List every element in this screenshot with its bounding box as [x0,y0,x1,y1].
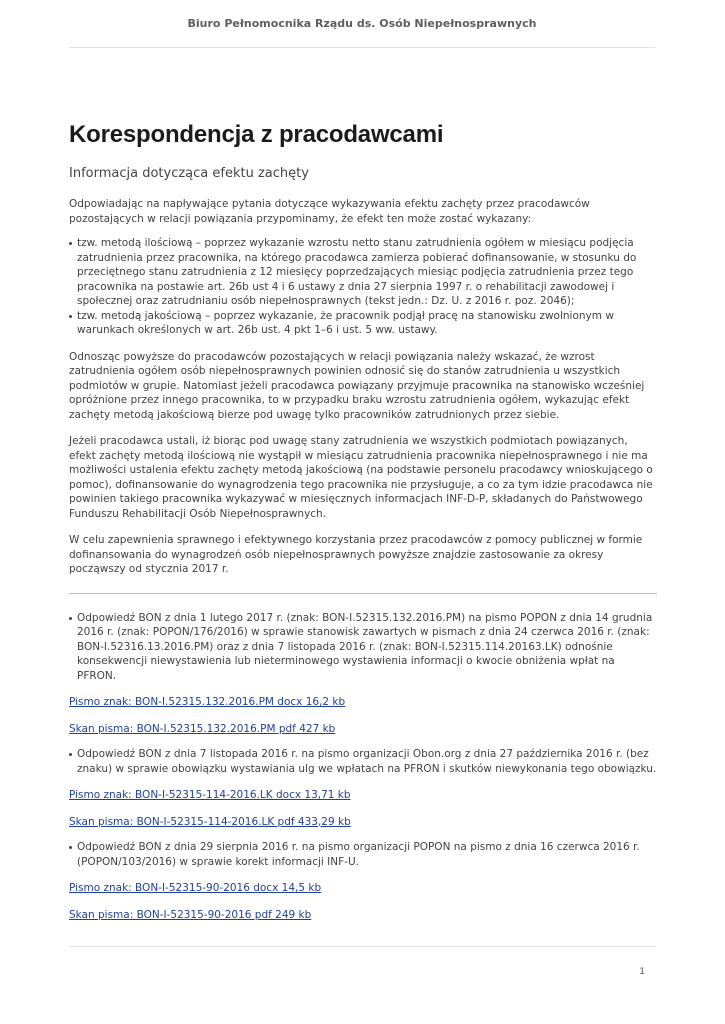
main-content [69,118,657,922]
document-link[interactable]: Skan pisma: BON-I-52315-114-2016.LK pdf 433,29 kb [69,815,351,828]
page-number: 1 [639,967,645,977]
document-list-item-3 [69,840,657,869]
body-paragraph: W celu zapewnienia sprawnego i efektywnego korzystania przez pracodawców z pomocy publicznej w formie dofinansowania do wynagrodzeń osób niepełnosprawnych powyższe znajdzie zastosowanie za okresy począwszy od stycznia 2017 r. [69,534,643,575]
document-list-item-1 [69,611,657,684]
page-subtitle: Informacja dotycząca efektu zachęty [69,166,309,181]
page-title: Korespondencja z pracodawcami [69,121,444,148]
page-header [69,0,655,48]
document-link[interactable]: Pismo znak: BON-I-52315-114-2016.LK docx 13,71 kb [69,789,351,801]
header-title: Biuro Pełnomocnika Rządu ds. Osób Niepełnosprawnych [187,17,537,30]
document-link[interactable]: Skan pisma: BON-I-52315-90-2016 pdf 249 kb [69,908,312,921]
document-description: Odpowiedź BON z dnia 29 sierpnia 2016 r. na pismo organizacji POPON na pismo z dnia 16 czerwca 2016 r. (POPON/103/2016) w sprawie korekt informacji INF-U. [69,840,657,869]
list-item: tzw. metodą ilościową – poprzez wykazanie wzrostu netto stanu zatrudnienia ogółem w miesiącu podjęcia zatrudnienia przez pracownika, na którego pracodawca zamierza pobierać dofinansowanie, w stosunku do przeciętnego stanu zatrudnienia z 12 miesięcy poprzedzających miesiąc podjęcia zatrudnienia przez tego pracownika na postawie art. 26b ust 4 i 6 ustawy z dnia 27 sierpnia 1997 r. o rehabilitacji zawodowej i społecznej oraz zatrudnianiu osób niepełnosprawnych (tekst jedn.: Dz. U. z 2016 r. poz. 2046); [69,236,657,309]
methods-list [69,236,657,338]
body-paragraph: Jeżeli pracodawca ustali, iż biorąc pod uwagę stany zatrudnienia we wszystkich podmiotach powiązanych, efekt zachęty metodą ilościową nie wystąpił w miesiącu zatrudnienia pracownika niepełnosprawnego i nie ma możliwości ustalenia efektu zachęty metodą jakościową (na podstawie personelu pracodawcy wnioskującego o pomoc), dofinansowanie do wynagrodzenia tego pracownika nie przysługuje, a co za tym idzie pracodawca nie powinien takiego pracownika wykazywać w miesięcznych informacjach INF-D-P, składanych do Państwowego Funduszu Rehabilitacji Osób Niepełnosprawnych. [69,435,653,520]
document-link[interactable]: Pismo znak: BON-I.52315.132.2016.PM docx 16,2 kb [69,696,346,708]
document-link[interactable]: Skan pisma: BON-I.52315.132.2016.PM pdf 427 kb [69,722,336,735]
body-paragraph: Odnosząc powyższe do pracodawców pozostających w relacji powiązania należy wskazać, że wzrost zatrudnienia ogółem osób niepełnosprawnych powinien odnosić się do stanów zatrudnienia u wszystkich podmiotów w grupie. Natomiast jeżeli pracodawca powiązany przyjmuje pracownika na stanowisko wcześniej opróżnione przez innego pracownika, to w przypadku braku wzrostu zatrudnienia ogółem, wykazując efekt zachęty metodą jakościową bierze pod uwagę tylko pracowników zatrudnionych przez siebie. [69,350,645,421]
document-link[interactable]: Pismo znak: BON-I-52315-90-2016 docx 14,5 kb [69,882,322,894]
list-item: tzw. metodą jakościową – poprzez wykazanie, że pracownik podjął pracę na stanowisku zwolnionym w warunkach określonych w art. 26b ust. 4 pkt 1–6 i ust. 5 ww. ustawy. [69,309,657,338]
section-divider [69,593,657,594]
intro-paragraph: Odpowiadając na napływające pytania dotyczące wykazywania efektu zachęty przez pracodawców pozostających w relacji powiązania przypominamy, że efekt ten może zostać wykazany: [69,198,590,225]
footer-divider [69,946,656,947]
document-description: Odpowiedź BON z dnia 7 listopada 2016 r. na pismo organizacji Obon.org z dnia 27 października 2016 r. (bez znaku) w sprawie obowiązku wystawiania ulg we wpłatach na PFRON i skutków niewykonania tego obowiązku. [69,747,657,776]
document-description: Odpowiedź BON z dnia 1 lutego 2017 r. (znak: BON-I.52315.132.2016.PM) na pismo POPON z dnia 14 grudnia 2016 r. (znak: POPON/176/2016) w sprawie stanowisk zawartych w pismach z dnia 24 czerwca 2016 r. (znak: BON-I.52316.13.2016.PM) oraz z dnia 7 listopada 2016 r. (znak: BON-I.52315.114.20163.LK) odnośnie konsekwencji niewystawienia lub nieterminowego wystawienia informacji o kwocie obniżenia wpłat na PFRON. [69,611,657,684]
document-list-item-2 [69,747,657,776]
documents-section [69,611,657,923]
